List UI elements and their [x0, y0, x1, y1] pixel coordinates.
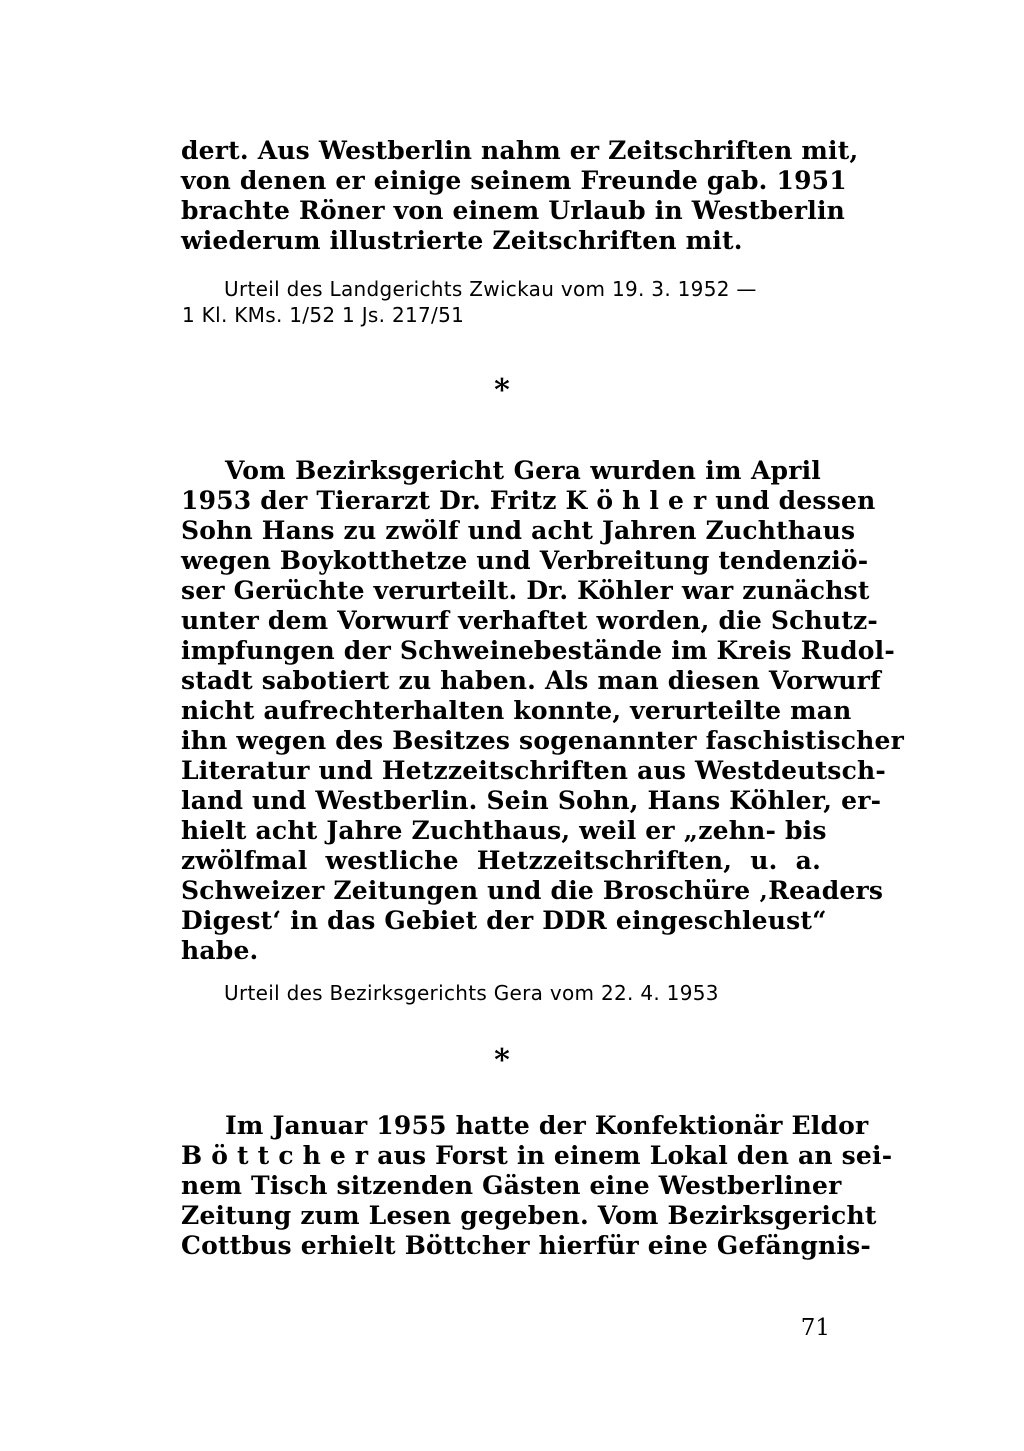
- citation-1: [182, 276, 824, 328]
- text-line: hielt acht Jahre Zuchthaus, weil er „zehn- bis: [181, 816, 827, 845]
- text-line: land und Westberlin. Sein Sohn, Hans Köhler, er-: [181, 786, 882, 815]
- text-line: Zeitung zum Lesen gegeben. Vom Bezirksgericht: [181, 1201, 877, 1230]
- text-line: von denen er einige seinem Freunde gab. 1951: [181, 166, 847, 195]
- text-line: dert. Aus Westberlin nahm er Zeitschriften mit,: [181, 136, 859, 165]
- text-line: stadt sabotiert zu haben. Als man diesen Vorwurf: [181, 666, 881, 695]
- paragraph-1: [181, 136, 859, 256]
- text-line: brachte Röner von einem Urlaub in Westberlin: [181, 196, 846, 225]
- text-line: Sohn Hans zu zwölf und acht Jahren Zuchthaus: [181, 516, 856, 545]
- text-line: 1953 der Tierarzt Dr. Fritz K ö h l e r und dessen: [181, 486, 876, 515]
- paragraph-2: [181, 456, 905, 966]
- text-line: nem Tisch sitzenden Gästen eine Westberliner: [181, 1171, 842, 1200]
- section-separator-asterisk: *: [494, 1043, 510, 1078]
- text-line: Vom Bezirksgericht Gera wurden im April: [225, 456, 821, 485]
- text-line: B ö t t c h e r aus Forst in einem Lokal den an sei-: [181, 1141, 893, 1170]
- citation-line: Urteil des Landgerichts Zwickau vom 19. 3. 1952 —: [224, 277, 757, 301]
- text-line: Digest‘ in das Gebiet der DDR eingeschleust“: [181, 906, 827, 935]
- citation-line: 1 Kl. KMs. 1/52 1 Js. 217/51: [182, 303, 465, 327]
- text-line: Cottbus erhielt Böttcher hierfür eine Gefängnis-: [181, 1231, 871, 1260]
- paragraph-3: [181, 1111, 893, 1261]
- text-line: ihn wegen des Besitzes sogenannter faschistischer: [181, 726, 905, 755]
- text-line: nicht aufrechterhalten konnte, verurteilte man: [181, 696, 852, 725]
- text-line: Literatur und Hetzzeitschriften aus Westdeutsch-: [181, 756, 886, 785]
- section-separator-asterisk: *: [494, 373, 510, 408]
- text-line: Im Januar 1955 hatte der Konfektionär Eldor: [225, 1111, 869, 1140]
- page-number: 71: [800, 1315, 830, 1341]
- text-line: wiederum illustrierte Zeitschriften mit.: [181, 226, 743, 255]
- text-line: unter dem Vorwurf verhaftet worden, die Schutz-: [181, 606, 879, 635]
- text-line: impfungen der Schweinebestände im Kreis Rudol-: [181, 636, 895, 665]
- citation-2: [224, 980, 824, 1006]
- text-line: ser Gerüchte verurteilt. Dr. Köhler war zunächst: [181, 576, 870, 605]
- text-line: habe.: [181, 936, 259, 965]
- text-line: Schweizer Zeitungen und die Broschüre ‚Readers: [181, 876, 884, 905]
- text-line: zwölfmal westliche Hetzzeitschriften, u. a.: [181, 846, 821, 875]
- citation-line: Urteil des Bezirksgerichts Gera vom 22. 4. 1953: [224, 981, 719, 1005]
- text-line: wegen Boykotthetze und Verbreitung tendenziö-: [181, 546, 869, 575]
